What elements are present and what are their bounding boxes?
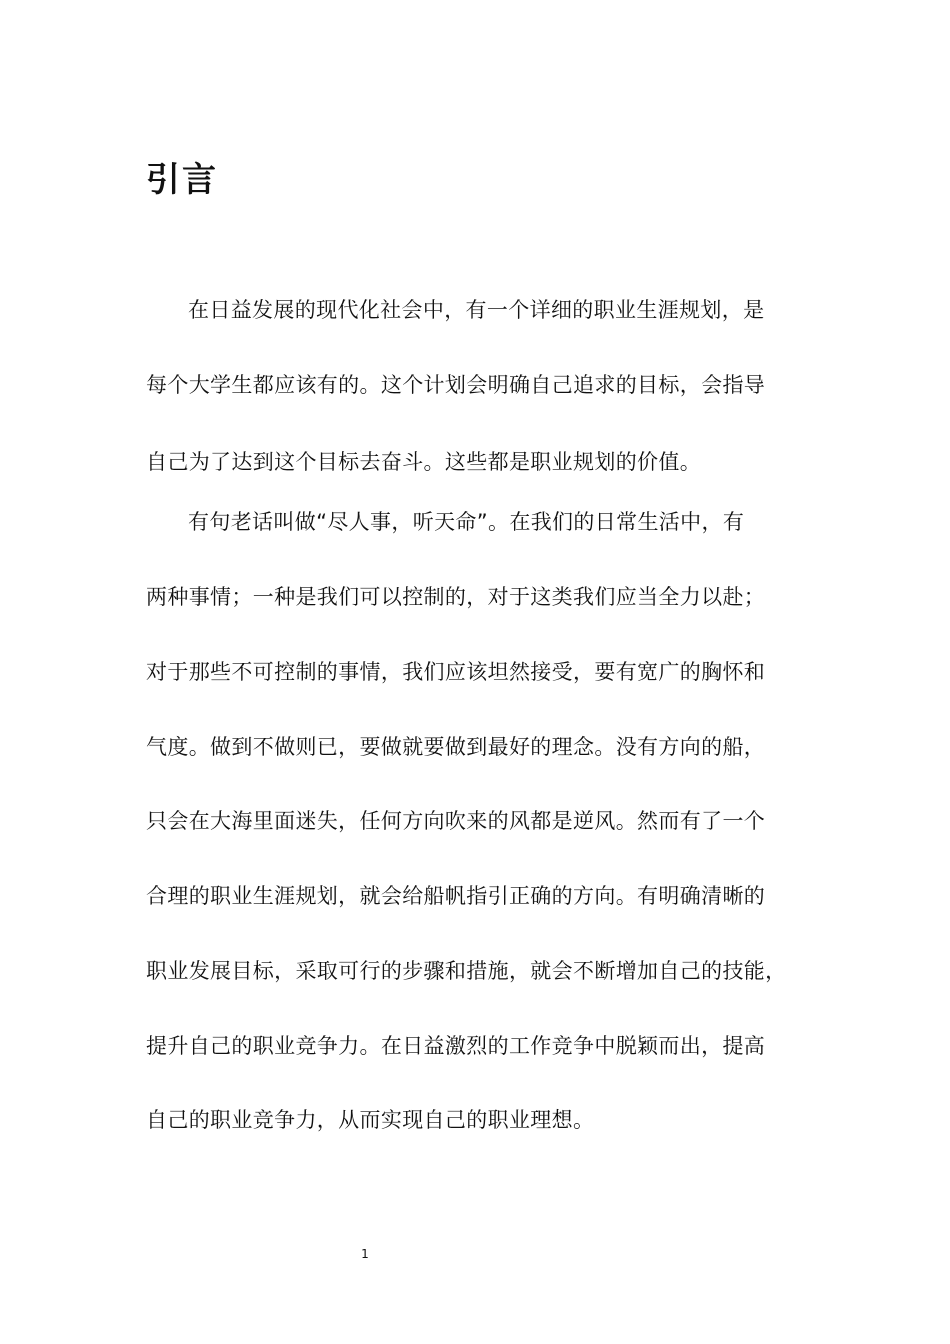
paragraph-2-line-7: 职业发展目标，采取可行的步骤和措施，就会不断增加自己的技能， xyxy=(146,959,787,983)
paragraph-2-line-8: 提升自己的职业竞争力。在日益激烈的工作竞争中脱颖而出，提高 xyxy=(146,1034,766,1058)
paragraph-1-line-3: 自己为了达到这个目标去奋斗。这些都是职业规划的价值。 xyxy=(146,450,702,474)
paragraph-2-line-2: 两种事情；一种是我们可以控制的，对于这类我们应当全力以赴； xyxy=(146,585,766,609)
section-heading: 引言 xyxy=(146,160,218,200)
paragraph-2-line-5: 只会在大海里面迷失，任何方向吹来的风都是逆风。然而有了一个 xyxy=(146,809,766,833)
paragraph-1-line-1: 在日益发展的现代化社会中，有一个详细的职业生涯规划，是 xyxy=(188,298,765,322)
paragraph-2-line-4: 气度。做到不做则已，要做就要做到最好的理念。没有方向的船， xyxy=(146,735,766,759)
paragraph-2-line-1: 有句老话叫做“尽人事，听天命”。在我们的日常生活中，有 xyxy=(188,510,745,534)
paragraph-2-line-9: 自己的职业竞争力，从而实现自己的职业理想。 xyxy=(146,1108,595,1132)
paragraph-2-line-3: 对于那些不可控制的事情，我们应该坦然接受，要有宽广的胸怀和 xyxy=(146,660,766,684)
page-number: 1 xyxy=(361,1247,369,1261)
paragraph-1-line-2: 每个大学生都应该有的。这个计划会明确自己追求的目标，会指导 xyxy=(146,373,766,397)
paragraph-2-line-6: 合理的职业生涯规划，就会给船帆指引正确的方向。有明确清晰的 xyxy=(146,884,766,908)
